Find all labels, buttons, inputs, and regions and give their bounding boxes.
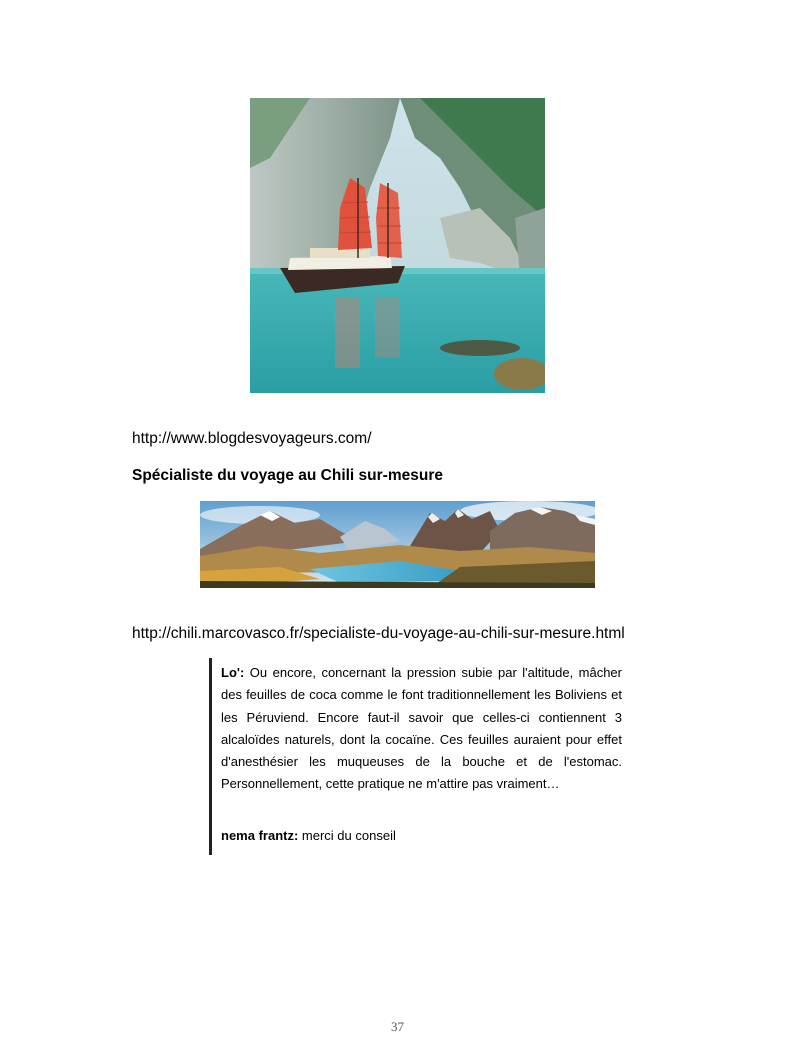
reply-author: nema frantz: — [221, 828, 299, 843]
page-number: 37 — [391, 1019, 404, 1034]
blog-url[interactable]: http://www.blogdesvoyageurs.com/ — [132, 430, 372, 447]
comment — [221, 662, 622, 796]
reply-text: merci du conseil — [301, 828, 396, 843]
comment-author: Lo': — [221, 665, 245, 680]
junk-boat-photo — [250, 98, 545, 393]
mountain-panorama-photo — [200, 501, 595, 588]
marcovasco-url[interactable]: http://chili.marcovasco.fr/specialiste-du-voyage-au-chili-sur-mesure.html — [132, 625, 625, 642]
comment-text: Ou encore, concernant la pression subie par l'altitude, mâcher des feuilles de coca comme le font traditionnellement les Boliviens et les Péruviend. Encore faut-il savoir que celles-ci contiennent 3 alcaloïdes naturels, dont la cocaïne. Ces feuilles auraient pour effet d'anesthésier les muqueuses de la bouche et de l'estomac. Personnellement, cette pratique ne m'attire pas vraiment… — [221, 665, 622, 792]
comment-block — [209, 658, 622, 855]
section-heading: Spécialiste du voyage au Chili sur-mesure — [132, 467, 443, 484]
reply — [221, 828, 396, 843]
